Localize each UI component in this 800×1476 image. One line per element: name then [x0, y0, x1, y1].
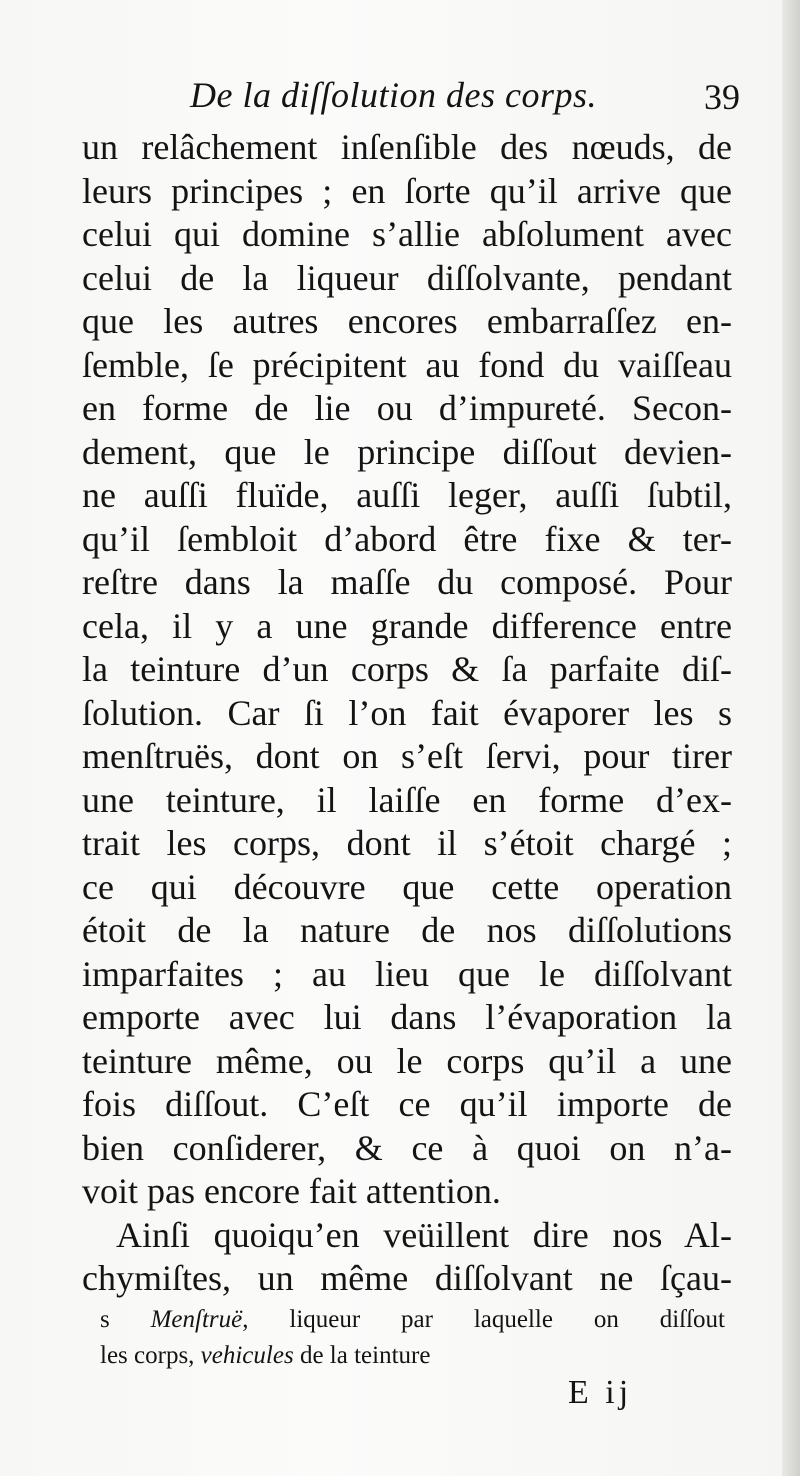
- text-line: celui qui domine s’allie abſolument avec: [82, 214, 732, 254]
- text-line: ne auſſi fluïde, auſſi leger, auſſi ſubtil,: [82, 475, 732, 515]
- text-line: une teinture, il laiſſe en forme d’ex-: [82, 779, 732, 820]
- footnote-text: les corps,: [100, 1342, 195, 1369]
- text-line: qu’il ſembloit d’abord être fixe & ter-: [82, 518, 732, 559]
- text-line: reſtre dans la maſſe du composé. Pour: [82, 562, 732, 602]
- footnote: [100, 1302, 725, 1374]
- body-text: [82, 126, 732, 1301]
- text-line: ſemble, ſe précipitent au fond du vaiſſeau: [82, 344, 732, 385]
- text-line: imparfaites ; au lieu que le diſſolvant: [82, 953, 732, 994]
- text-line: bien conſiderer, & ce à quoi on n’a-: [82, 1127, 732, 1168]
- text-line: en forme de lie ou d’impureté. Secon-: [82, 388, 732, 428]
- text-line: emporte avec lui dans l’évaporation la: [82, 997, 732, 1037]
- signature-mark: E ij: [568, 1374, 633, 1411]
- text-line: que les autres encores embarraſſez en-: [82, 301, 732, 341]
- text-line: teinture même, ou le corps qu’il a une: [82, 1040, 732, 1081]
- footnote-text: , liqueur par laquelle on diſſout: [242, 1306, 725, 1333]
- footnote-text: de la teinture: [299, 1342, 431, 1369]
- footnote-marker: s: [100, 1306, 110, 1333]
- page-header: [90, 74, 740, 124]
- text-line: fois diſſout. C’eſt ce qu’il importe de: [82, 1084, 732, 1124]
- text-line: leurs principes ; en ſorte qu’il arrive que: [82, 170, 732, 211]
- text-line: cela, il y a une grande difference entre: [82, 605, 732, 646]
- text-line: un relâchement inſenſible des nœuds, de: [82, 127, 732, 167]
- running-head: De la diſſolution des corps.: [190, 75, 597, 115]
- text-line: ſolution. Car ſi l’on fait évaporer les s: [82, 692, 732, 733]
- text-line: étoit de la nature de nos diſſolutions: [82, 910, 732, 950]
- footnote-line: [100, 1338, 725, 1374]
- footnote-term: vehicules: [200, 1342, 294, 1369]
- text-line: menſtruës, dont on s’eſt ſervi, pour tirer: [82, 736, 732, 776]
- footnote-line: [100, 1302, 725, 1338]
- page-number: 39: [704, 77, 740, 117]
- text-line: voit pas encore fait attention.: [82, 1171, 501, 1211]
- text-line: ce qui découvre que cette operation: [82, 866, 732, 907]
- text-line: la teinture d’un corps & ſa parfaite diſ-: [82, 649, 732, 689]
- footnote-term: Menſtruë: [150, 1306, 243, 1333]
- page-gutter-shadow: [782, 0, 800, 1476]
- text-line: chymiſtes, un même diſſolvant ne ſçau-: [82, 1258, 732, 1298]
- text-line: dement, que le principe diſſout devien-: [82, 431, 732, 472]
- text-line: trait les corps, dont il s’étoit chargé ;: [82, 823, 732, 863]
- text-line: Ainſi quoiqu’en veüillent dire nos Al-: [116, 1214, 732, 1255]
- text-line: celui de la liqueur diſſolvante, pendant: [82, 257, 732, 298]
